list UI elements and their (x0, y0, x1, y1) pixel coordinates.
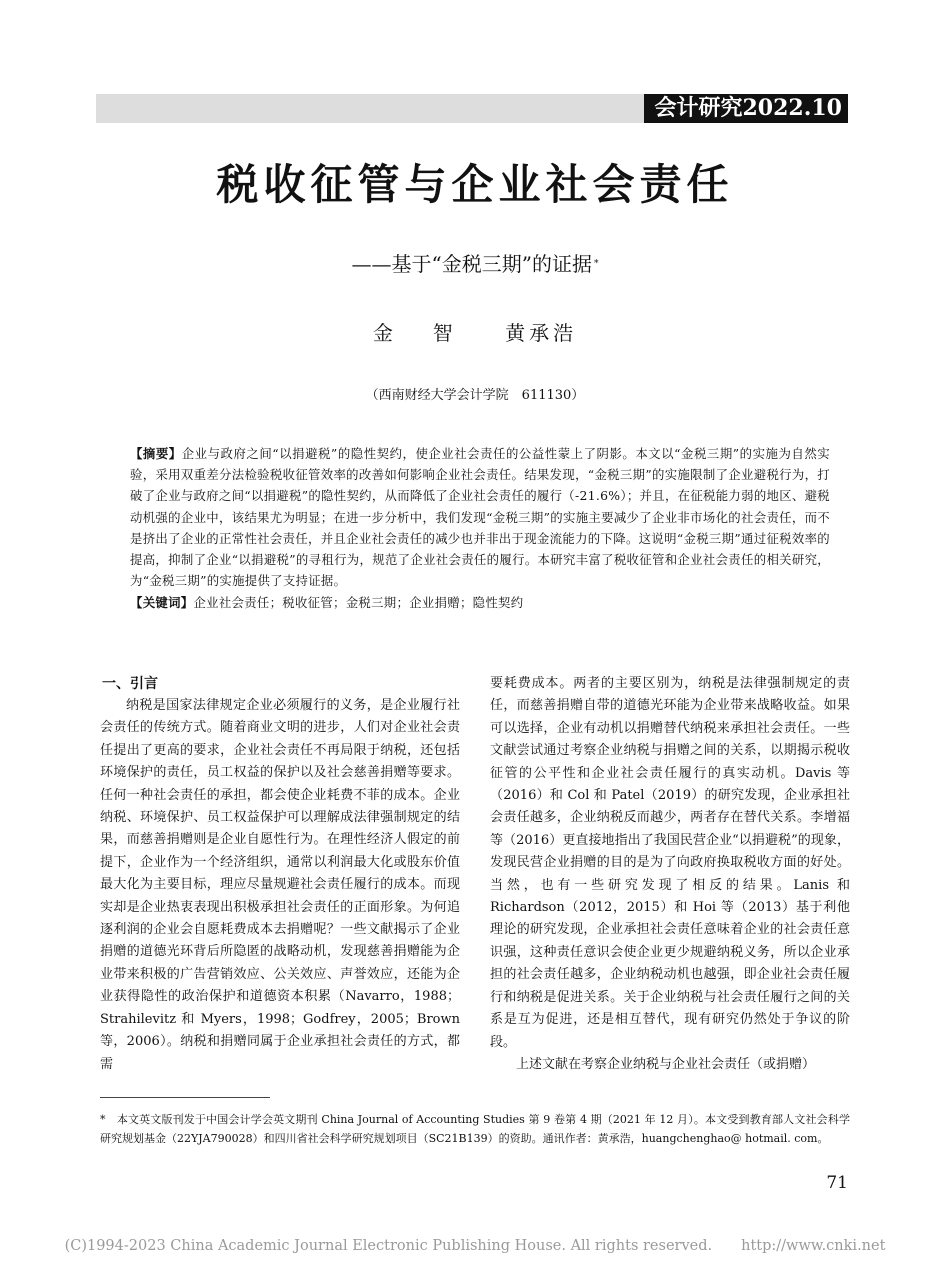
copyright-notice: (C)1994-2023 China Academic Journal Electronic Publishing House. All rights reserved. http://www.cnki.net (64, 1238, 886, 1254)
footnote (100, 1110, 850, 1148)
author-name: 黄承浩 (505, 321, 578, 345)
abstract-text: 企业与政府之间“以捐避税”的隐性契约，使企业社会责任的公益性蒙上了阴影。本文以“金税三期”的实施为自然实验，采用双重差分法检验税收征管效率的改善如何影响企业社会责任。结果发现，“金税三期”的实施限制了企业避税行为，打破了企业与政府之间“以捐避税”的隐性契约，从而降低了企业社会责任的履行（-21.6%）；并且，在征税能力弱的地区、避税动机强的企业中，该结果尤为明显；在进一步分析中，我们发现“金税三期”的实施主要减少了企业非市场化的社会责任，而不是挤出了企业的正常性社会责任，并且企业社会责任的减少也并非出于现金流能力的下降。这说明“金税三期”通过征税效率的提高，抑制了企业“以捐避税”的寻租行为，规范了企业社会责任的履行。本研究丰富了税收征管和企业社会责任的相关研究，为“金税三期”的实施提供了支持证据。 (130, 446, 830, 589)
subtitle-text: ——基于“金税三期”的证据 (351, 252, 592, 276)
journal-issue-label: 会计研究2022.10 (644, 94, 848, 123)
keywords (130, 592, 830, 613)
abstract-label: 【摘要】 (130, 446, 182, 461)
article-subtitle (0, 250, 950, 278)
abstract-body (130, 443, 830, 591)
footnote-divider (100, 1097, 270, 1098)
keywords-text: 企业社会责任；税收征管；金税三期；企业捐赠；隐性契约 (193, 595, 524, 611)
abstract (130, 443, 830, 614)
body-paragraph: 上述文献在考察企业纳税与企业社会责任（或捐赠） (516, 1056, 816, 1072)
header-bar (96, 94, 848, 123)
article-title: 税收征管与企业社会责任 (216, 160, 734, 209)
author-name: 金 智 (372, 321, 463, 345)
section-heading: 一、引言 (102, 676, 158, 692)
body-column-right (490, 673, 850, 1076)
body-paragraph: 纳税是国家法律规定企业必须履行的义务，是企业履行社会责任的传统方式。随着商业文明的进步，人们对企业社会责任提出了更高的要求，企业社会责任不再局限于纳税，还包括环境保护的责任，员工权益的保护以及社会慈善捐赠等要求。任何一种社会责任的承担，都会使企业耗费不菲的成本。企业纳税、环境保护、员工权益保护可以理解成法律强制规定的结果，而慈善捐赠则是企业自愿性行为。在理性经济人假定的前提下，企业作为一个经济组织，通常以利润最大化或股东价值最大化为主要目标，理应尽量规避社会责任履行的成本。而现实却是企业热衷表现出积极承担社会责任的正面形象。为何追逐利润的企业会自愿耗费成本去捐赠呢？一些文献揭示了企业捐赠的道德光环背后所隐匿的战略动机，发现慈善捐赠能为企业带来积极的广告营销效应、公关效应、声誉效应，还能为企业获得隐性的政治保护和道德资本积累（Navarro，1988；Strahilevitz 和 Myers，1998；Godfrey，2005；Brown 等，2006）。纳税和捐赠同属于企业承担社会责任的方式，都需 (100, 698, 460, 1072)
body-paragraph: 要耗费成本。两者的主要区别为，纳税是法律强制规定的责任，而慈善捐赠自带的道德光环能为企业带来战略收益。如果可以选择，企业有动机以捐赠替代纳税来承担社会责任。一些文献尝试通过考察企业纳税与捐赠之间的关系，以期揭示税收征管的公平性和企业社会责任履行的真实动机。Davis 等（2016）和 Col 和 Patel（2019）的研究发现，企业承担社会责任越多，企业纳税反而越少，两者存在替代关系。李增福等（2016）更直接地指出了我国民营企业“以捐避税”的现象，发现民营企业捐赠的目的是为了向政府换取税收方面的好处。当然，也有一些研究发现了相反的结果。Lanis 和 Richardson（2012，2015）和 Hoi 等（2013）基于利他理论的研究发现，企业承担社会责任意味着企业的社会责任意识强，这种责任意识会使企业更少规避纳税义务，所以企业承担的社会责任越多，企业纳税动机也越强，即企业社会责任履行和纳税是促进关系。关于企业纳税与社会责任履行之间的关系是互为促进，还是相互替代，现有研究仍然处于争议的阶段。 (490, 676, 850, 1050)
page-number: 71 (826, 1173, 848, 1193)
body-column-left (100, 673, 460, 1076)
footnote-text: 本文英文版刊发于中国会计学会英文期刊 China Journal of Accounting Studies 第 9 卷第 4 期（2021 年 12 月）。本文受到教育部人文社会科学研究规划基金（22YJA790028）和四川省社会科学研究规划项目（SC21B139）的资助。通讯作者：黄承浩，huangchenghao@ hotmail. com。 (100, 1113, 850, 1145)
subtitle-footnote-mark: * (593, 259, 599, 269)
author-list (0, 318, 950, 348)
keywords-label: 【关键词】 (130, 595, 194, 611)
affiliation: （西南财经大学会计学院 611130） (365, 388, 585, 403)
footnote-mark: * (100, 1113, 106, 1126)
